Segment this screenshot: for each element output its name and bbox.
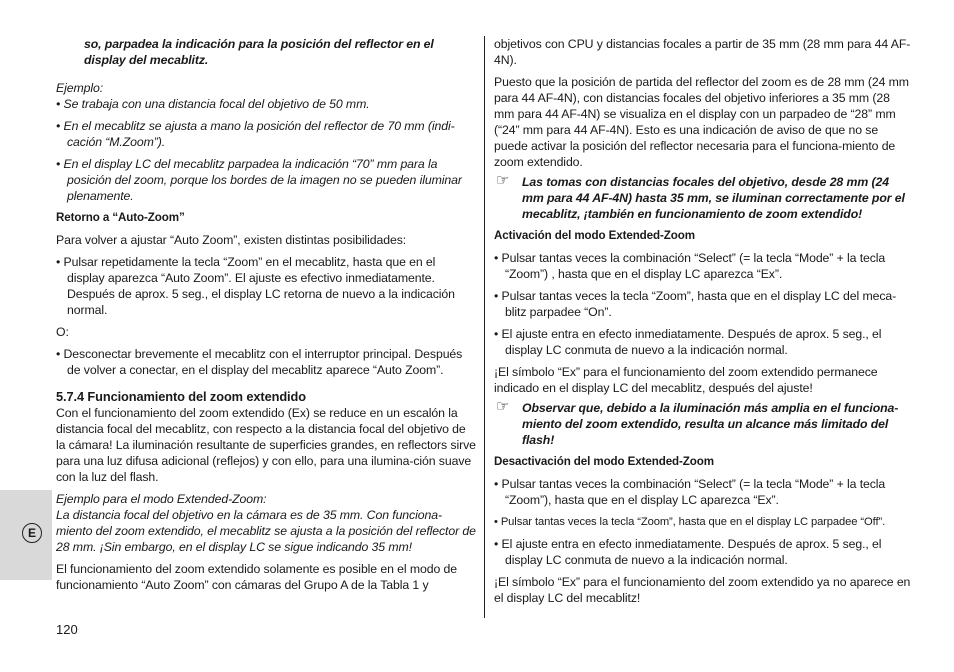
section-heading-5-7-4: 5.7.4 Funcionamiento del zoom extendido (56, 389, 306, 404)
pointing-hand-icon: ☞ (496, 172, 510, 189)
heading-activacion: Activación del modo Extended-Zoom (494, 229, 695, 242)
or-text: O: (56, 325, 69, 339)
page-number: 120 (56, 622, 78, 637)
objetivos-text: objetivos con CPU y distancias focales a partir de 35 mm (28 mm para 44 AF-4N). (494, 37, 911, 67)
column-divider (484, 36, 485, 618)
activacion-bullet-1: • Pulsar tantas veces la combinación “Select” (= la tecla “Mode” + la tecla “Zoom”) , hasta que en el display LC aparezca “Ex”. (494, 251, 886, 281)
heading-desactivacion: Desactivación del modo Extended-Zoom (494, 455, 714, 468)
example-label: Ejemplo: (56, 81, 104, 95)
simbolo-permanece-text: ¡El símbolo “Ex” para el funcionamiento del zoom extendido permanece indicado en el display LC del mecablitz, después del ajuste! (494, 365, 878, 395)
retorno-bullet-pulsar: • Pulsar repetidamente la tecla “Zoom” en el mecablitz, hasta que en el display aparezca “Auto Zoom”. El ajuste es efectivo inmediatamente. Después de aprox. 5 seg., el display LC retorna de nuevo a la indicación normal. (56, 255, 455, 317)
language-marker-e: E (22, 523, 42, 543)
pointing-hand-icon: ☞ (496, 398, 510, 415)
right-column (494, 36, 912, 606)
example-bullet-2: • En el mecablitz se ajusta a mano la posición del reflector de 70 mm (indi-cación “M.Zoom”). (56, 119, 455, 149)
example-extended-zoom-label: Ejemplo para el modo Extended-Zoom: (56, 492, 267, 506)
note-1 (494, 174, 912, 222)
desactivacion-bullet-3: • El ajuste entra en efecto inmediatamente. Después de aprox. 5 seg., el display LC conmuta de nuevo a la indicación normal. (494, 537, 882, 567)
note-2-text: Observar que, debido a la iluminación más amplia en el funciona-miento del zoom extendido, resulta un alcance más limitado del flash! (522, 401, 899, 447)
example-bullet-3: • En el display LC del mecablitz parpadea la indicación “70” mm para la posición del zoom, porque los bordes de la imagen no se pueden iluminar plenamente. (56, 157, 462, 203)
heading-retorno-auto-zoom: Retorno a “Auto-Zoom” (56, 211, 185, 224)
desactivacion-bullet-2: • Pulsar tantas veces la tecla “Zoom”, hasta que en el display LC parpadee “Off”. (494, 516, 886, 528)
desactivacion-bullet-1: • Pulsar tantas veces la combinación “Select” (= la tecla “Mode” + la tecla “Zoom”), hasta que en el display LC aparezca “Ex”. (494, 477, 886, 507)
activacion-bullet-2: • Pulsar tantas veces la tecla “Zoom”, hasta que en el display LC del meca-blitz parpadee “On”. (494, 289, 897, 319)
note-1-text: Las tomas con distancias focales del objetivo, desde 28 mm (24 mm para 44 AF-4N) hasta 35 mm, se iluminan correctamente por el mecablitz, ¡también en funcionamiento de zoom extendido! (522, 175, 905, 221)
left-column (56, 36, 476, 593)
note-2 (494, 400, 912, 448)
funcionamiento-paragraph: El funcionamiento del zoom extendido solamente es posible en el modo de funcionamiento “Auto Zoom” con cámaras del Grupo A de la Tabla 1 y (56, 562, 458, 592)
left-intro-text: so, parpadea la indicación para la posición del reflector en el display del mecablitz. (84, 37, 434, 67)
zoom-extendido-paragraph: Con el funcionamiento del zoom extendido (Ex) se reduce en un escalón la distancia focal del mecablitz, con respecto a la distancia focal del objetivo de la cámara! La iluminación resultante de superficies grandes, en reflectors sirve para una luz difusa adicional (reflejos) y con ello, para una ilumina-ción suave con la luz del flash. (56, 406, 476, 484)
example-extended-zoom-text: La distancia focal del objetivo en la cámara es de 35 mm. Con funciona-miento del zoom extendido, el mecablitz se ajusta a la posición del reflector de 28 mm. ¡Sin embargo, en el display LC se sigue indicando 35 mm! (56, 508, 476, 554)
activacion-bullet-3: • El ajuste entra en efecto inmediatamente. Después de aprox. 5 seg., el display LC conmuta de nuevo a la indicación normal. (494, 327, 882, 357)
retorno-bullet-desconectar: • Desconectar brevemente el mecablitz con el interruptor principal. Después de volver a conectar, en el display del mecablitz aparece “Auto Zoom”. (56, 347, 463, 377)
retorno-intro-text: Para volver a ajustar “Auto Zoom”, existen distintas posibilidades: (56, 233, 407, 247)
example-bullet-1: • Se trabaja con una distancia focal del objetivo de 50 mm. (56, 97, 370, 111)
puesto-paragraph: Puesto que la posición de partida del reflector del zoom es de 28 mm (24 mm para 44 AF-4N), con distancias focales del objetivo inferiores a 35 mm (28 mm para 44 AF-4N) se visualiza en el display con un parpadeo de “28” mm (“24” mm para 44 AF-4N). Esto es una indicación de aviso de que no se puede activar la posición del reflector necesaria para el funciona-miento de zoom extendido. (494, 75, 909, 169)
simbolo-ya-no-text: ¡El símbolo “Ex” para el funcionamiento del zoom extendido ya no aparece en el display LC del mecablitz! (494, 575, 911, 605)
